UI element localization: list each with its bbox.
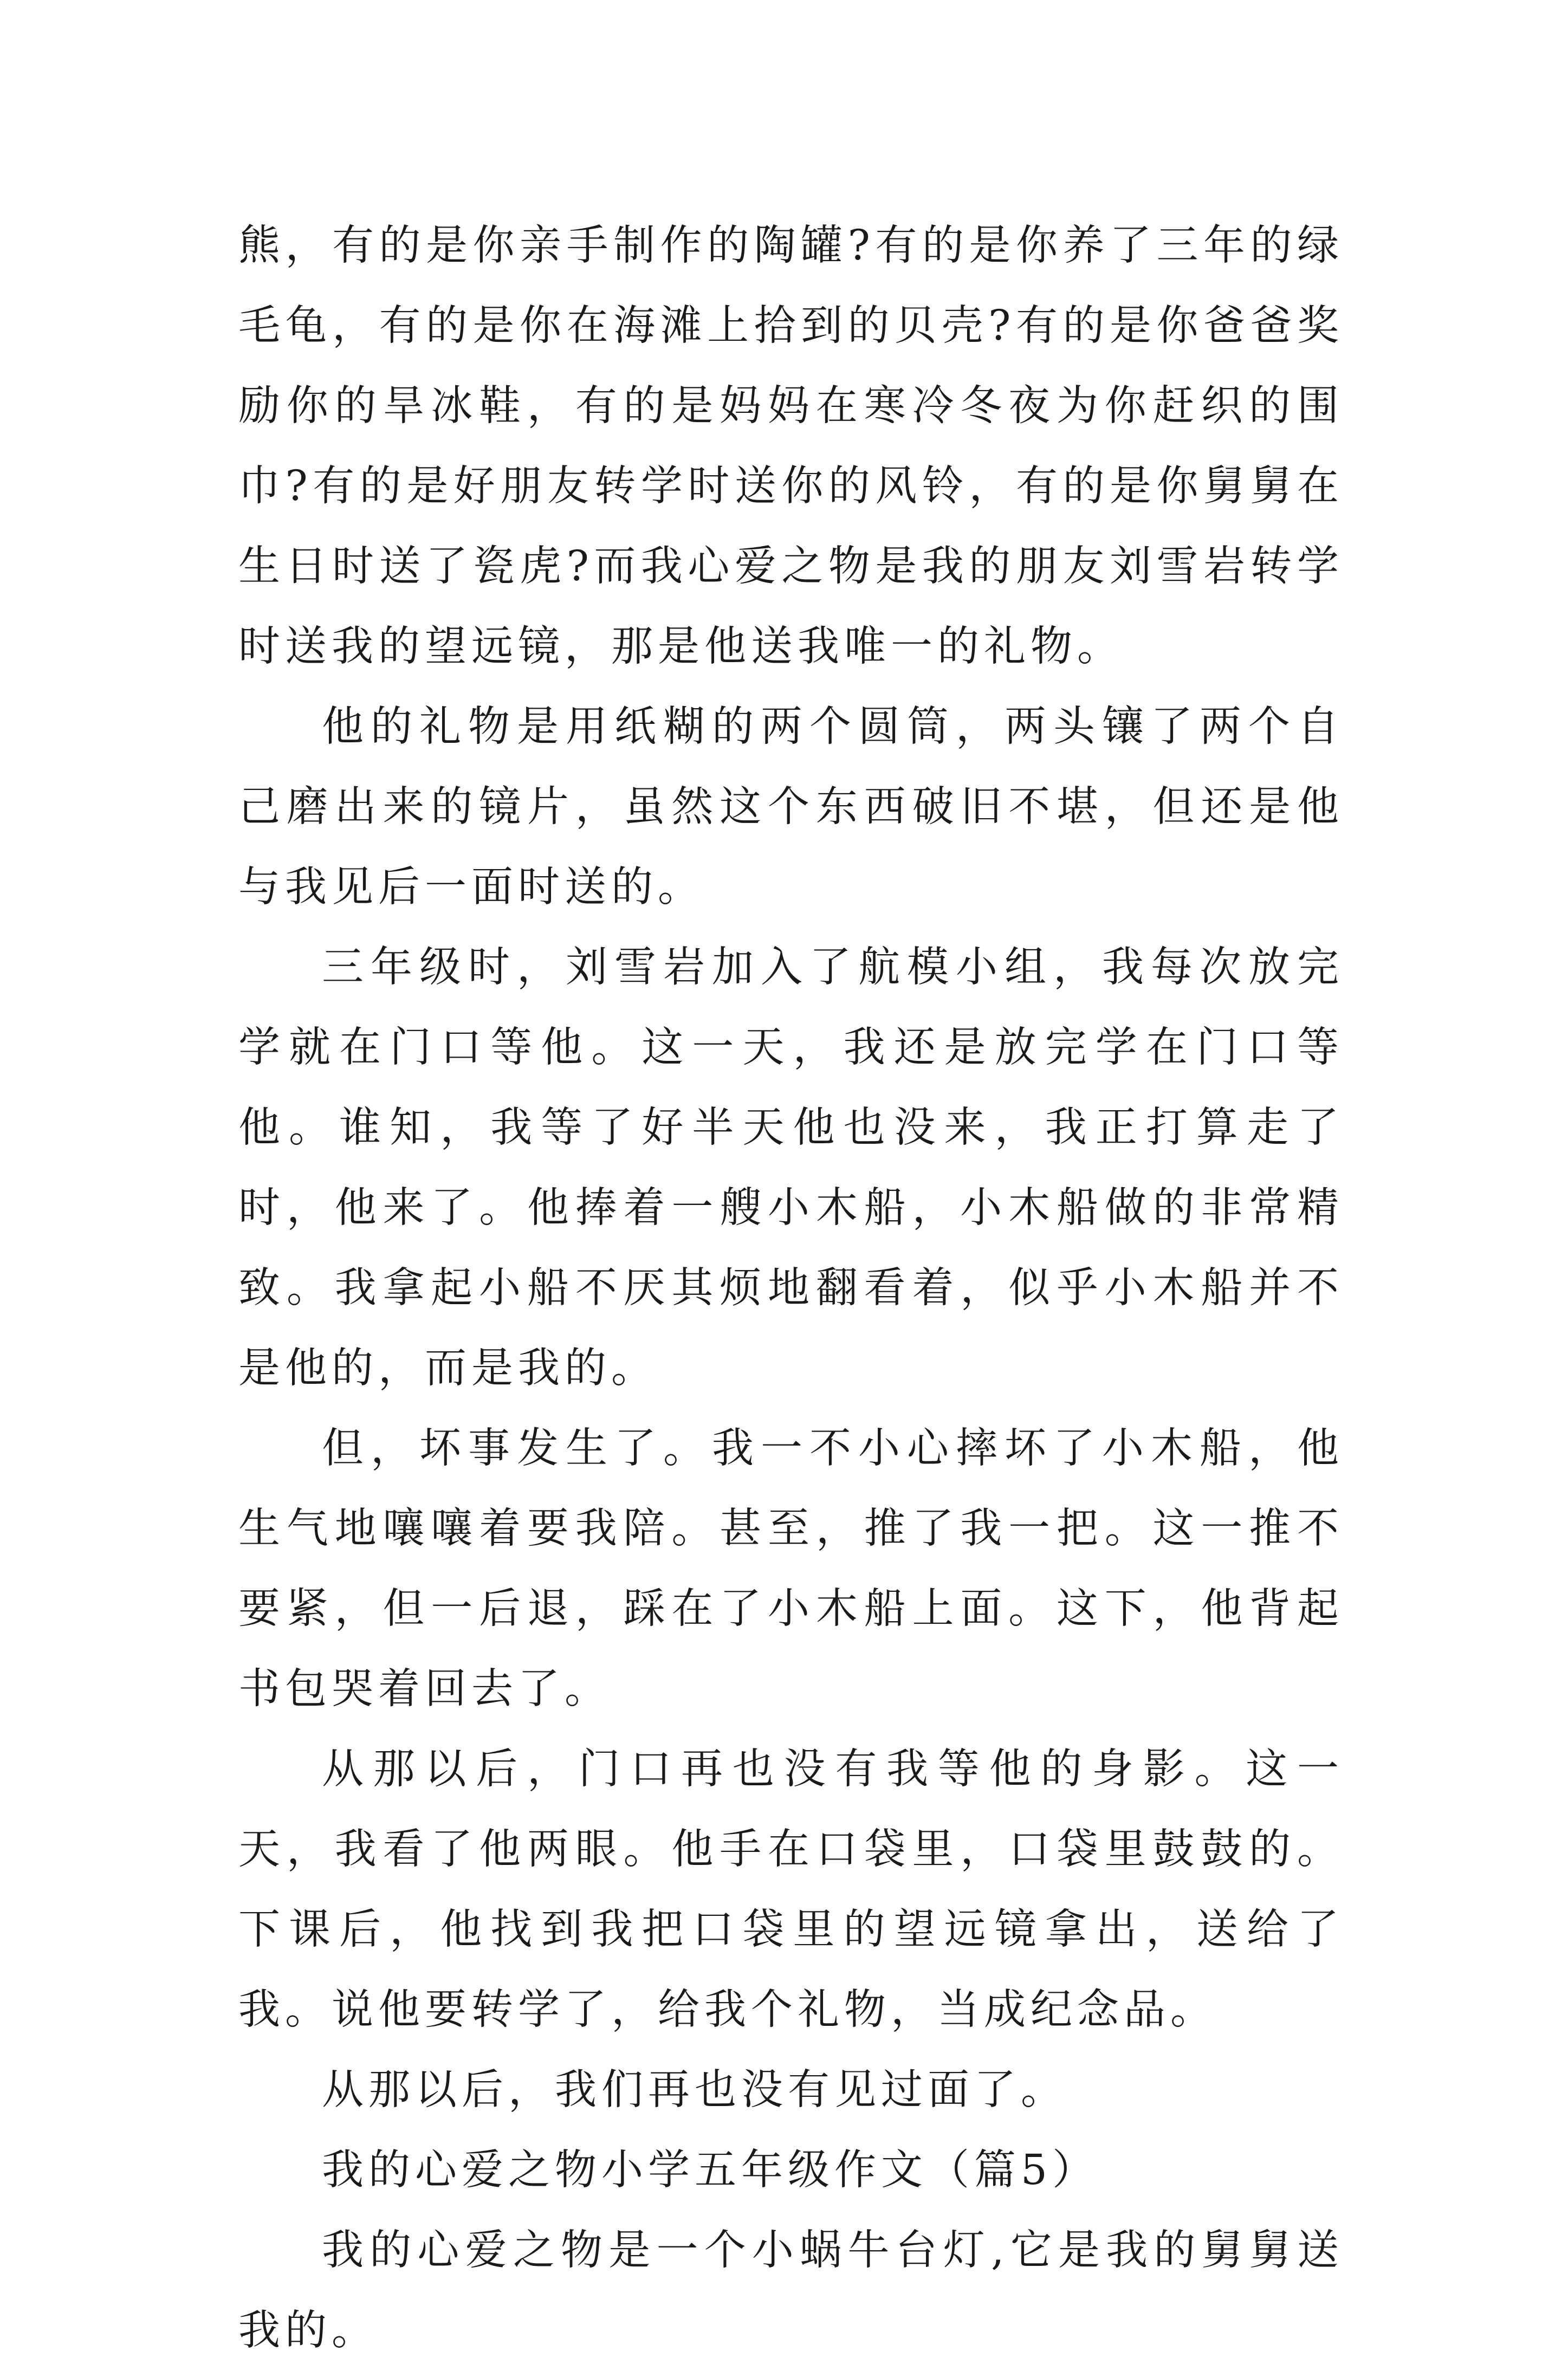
paragraph-gift-description: 他的礼物是用纸糊的两个圆筒，两头镶了两个自己磨出来的镜片，虽然这个东西破旧不堪，但还是他与我见后一面时送的。 bbox=[238, 703, 1344, 911]
document-body bbox=[238, 206, 1344, 2371]
paragraph-model-boat: 三年级时，刘雪岩加入了航模小组，我每次放完学就在门口等他。这一天，我还是放完学在门口等他。谁知，我等了好半天他也没来，我正打算走了时，他来了。他捧着一艘小木船，小木船做的非常精致。我拿起小船不厌其烦地翻看着，似乎小木船并不是他的，而是我的。 bbox=[238, 943, 1344, 1392]
paragraph-gift-list: 熊，有的是你亲手制作的陶罐?有的是你养了三年的绿毛龟，有的是你在海滩上拾到的贝壳?有的是你爸爸奖励你的旱冰鞋，有的是妈妈在寒冷冬夜为你赶织的围巾?有的是好朋友转学时送你的风铃，有的是你舅舅在生日时送了瓷虎?而我心爱之物是我的朋友刘雪岩转学时送我的望远镜，那是他送我唯一的礼物。 bbox=[238, 222, 1344, 671]
paragraph-snail-lamp: 我的心爱之物是一个小蜗牛台灯,它是我的舅舅送我的。 bbox=[238, 2226, 1344, 2355]
paragraph-broken-boat: 但，坏事发生了。我一不小心摔坏了小木船，他生气地嚷嚷着要我陪。甚至，推了我一把。这一推不要紧，但一后退，踩在了小木船上面。这下，他背起书包哭着回去了。 bbox=[238, 1424, 1344, 1713]
paragraph-never-met: 从那以后，我们再也没有见过面了。 bbox=[322, 2066, 1067, 2114]
paragraph-farewell-gift: 从那以后，门口再也没有我等他的身影。这一天，我看了他两眼。他手在口袋里，口袋里鼓鼓的。下课后，他找到我把口袋里的望远镜拿出，送给了我。说他要转学了，给我个礼物，当成纪念品。 bbox=[238, 1745, 1344, 2034]
essay-heading: 我的心爱之物小学五年级作文（篇5） bbox=[322, 2146, 1099, 2194]
